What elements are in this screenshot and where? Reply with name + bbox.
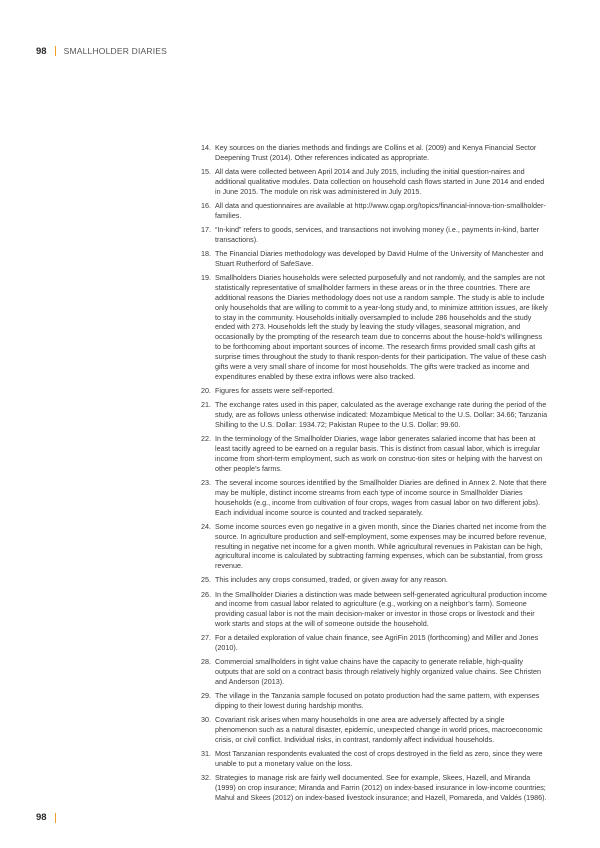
endnote-number: 27. [201, 633, 211, 643]
footer-page-number: 98 [36, 812, 47, 823]
endnote-number: 18. [201, 248, 211, 258]
endnote-number: 16. [201, 200, 211, 210]
endnote-number: 22. [201, 434, 211, 444]
endnote-text: Smallholders Diaries households were selected purposefully and not randomly, and the samples are not statistically representative of smallholder farmers in these areas or in the three countries. There are additional reasons the Diaries methodology does not use a random sample. The study is able to include only households that are willing to commit to a year-long study and, to minimize attrition issues, are likely to stay in the community. Households initially oversampled to include 286 households and the study ended with 273. Households left the study by leaving the study villages, seasonal migration, and occasionally by the prompting of the research team due to concerns about the house-hold’s willingness to be forthcoming about important sources of income. The research firms provided small cash gifts at surprise times throughout the study to thank respon-dents for their participation. The value of these cash gifts were a very small share of income for most households. The gifts were tracked as income and expenditures enabled by these extra inflows were also tracked. [215, 272, 548, 381]
endnote-number: 21. [201, 400, 211, 410]
endnote-number: 19. [201, 272, 211, 282]
endnote [200, 715, 548, 745]
endnote-text: Commercial smallholders in tight value chains have the capacity to generate reliable, high-quality outputs that are sold on a contract basis through relatively highly organized value chains. See Christen and Anderson (2013). [215, 657, 542, 687]
endnote [200, 590, 548, 630]
endnote-text: “In-kind” refers to goods, services, and transactions not involving money (i.e., payments in-kind, barter transactions). [215, 224, 539, 244]
endnote-text: In the terminology of the Smallholder Diaries, wage labor generates salaried income that has been at least tacitly agreed to be earned on a regular basis. This is distinct from casual labor, which is irregular income from short-term employment, such as work on construc-tion sites or helping with the harvest on other people’s farms. [215, 434, 543, 473]
endnote [200, 434, 548, 474]
endnote-number: 23. [201, 477, 211, 487]
endnote-number: 31. [201, 749, 211, 759]
header-separator [55, 46, 56, 56]
endnote-number: 15. [201, 167, 211, 176]
endnote-text: Figures for assets were self-reported. [215, 386, 335, 396]
endnote-text: All data were collected between April 2014 and July 2015, including the initial question-naires and additional qualitative modules. Data collection on household cash flows started in June 2014 and ended in June 2015. The module on risk was administered in July 2015. [215, 167, 545, 196]
endnote-text: Covariant risk arises when many households in one area are adversely affected by a single phenomenon such as a natural disaster, epidemic, unexpected change in world prices, macroeconomic crisis, or civil conflict. Individual risks, in contrast, randomly affect individual households. [215, 715, 543, 745]
endnote [200, 400, 548, 430]
endnote [200, 273, 548, 382]
endnote-text: The several income sources identified by the Smallholder Diaries are defined in Annex 2. Note that there may be multiple, distinct income streams from each type of income source in Smallholder Diaries households (e.g., income from cultivation of four crops, wages from casual labor on two different jobs). Each individual income source is counted and tracked separately. [215, 477, 547, 517]
endnote-number: 25. [201, 575, 211, 585]
endnote [200, 478, 548, 518]
page-header [36, 44, 167, 58]
endnote [200, 657, 548, 687]
endnote-text: Most Tanzanian respondents evaluated the cost of crops destroyed in the field as zero, since they were unable to put a monetary value on the loss. [215, 749, 543, 769]
endnote [200, 201, 548, 221]
endnote-text: Key sources on the diaries methods and findings are Collins et al. (2009) and Kenya Financial Sector Deepening Trust (2014). Other references indicated as appropriate. [215, 143, 537, 162]
running-title: SMALLHOLDER DIARIES [63, 46, 168, 56]
endnote-number: 20. [201, 386, 211, 396]
header-page-number: 98 [36, 45, 47, 57]
endnote [200, 773, 548, 803]
endnote-text: Strategies to manage risk are fairly well documented. See for example, Skees, Hazell, and Miranda (1999) on crop insurance; Miranda and Farrin (2012) on index-based insurance in low-income countries; Mahul and Skees (2012) on index-based livestock insurance; and Hazell, Pomareda, and Valdés (1986). [215, 773, 547, 802]
endnote-number: 14. [201, 143, 211, 152]
endnote [200, 225, 548, 245]
endnote-text: All data and questionnaires are available at http://www.cgap.org/topics/financial-innova-tion-smallholder-families. [215, 200, 546, 220]
endnote-number: 29. [201, 691, 211, 701]
endnote [200, 575, 548, 585]
page-footer [36, 812, 64, 823]
footer-separator [55, 813, 56, 823]
endnote [200, 143, 548, 163]
endnote-text: This includes any crops consumed, traded, or given away for any reason. [215, 575, 448, 585]
endnote-number: 17. [201, 224, 211, 234]
endnote [200, 633, 548, 653]
endnote-text: The exchange rates used in this paper, calculated as the average exchange rate during the period of the study, are as follows unless otherwise indicated: Mozambique Metical to the U.S. Dollar: 34.66; Tanzania Shilling to the U.S. Dollar: 1934.72; Pakistan Rupee to the U.S. Dollar: 99.60. [215, 400, 548, 429]
endnote [200, 749, 548, 769]
endnotes-list [200, 143, 548, 807]
endnote-number: 32. [201, 773, 211, 783]
endnote-text: The Financial Diaries methodology was developed by David Hulme of the University of Manchester and Stuart Rutherford of SafeSave. [215, 248, 544, 268]
endnote-number: 24. [201, 521, 211, 531]
endnote [200, 167, 548, 197]
endnote-text: Some income sources even go negative in a given month, since the Diaries charted net income from the source. In agriculture production and self-employment, some expenses may be incurred before revenue, resulting in negative net income for a given month. While agricultural revenues in Pakistan can be high, agricultural income is calculated by subtracting farming expenses, which can be substantial, from gross revenue. [215, 521, 547, 571]
endnote [200, 249, 548, 269]
endnote-text: The village in the Tanzania sample focused on potato production had the same pattern, with expenses dipping to their lowest during hardship months. [215, 691, 540, 711]
endnote [200, 522, 548, 572]
endnote-text: In the Smallholder Diaries a distinction was made between self-generated agricultural production income and income from casual labor related to agriculture (e.g., working on a neighbor’s farm). Someone providing casual labor is not the main decision-maker or investor in those crops or livestock and their work starts and stops at the will of someone outside the household. [215, 589, 548, 629]
endnote-number: 28. [201, 657, 211, 667]
endnote-number: 26. [201, 589, 211, 599]
endnote-text: For a detailed exploration of value chain finance, see AgriFin 2015 (forthcoming) and Miller and Jones (2010). [215, 633, 539, 653]
endnote-number: 30. [201, 715, 211, 725]
endnote [200, 691, 548, 711]
endnote [200, 386, 548, 396]
